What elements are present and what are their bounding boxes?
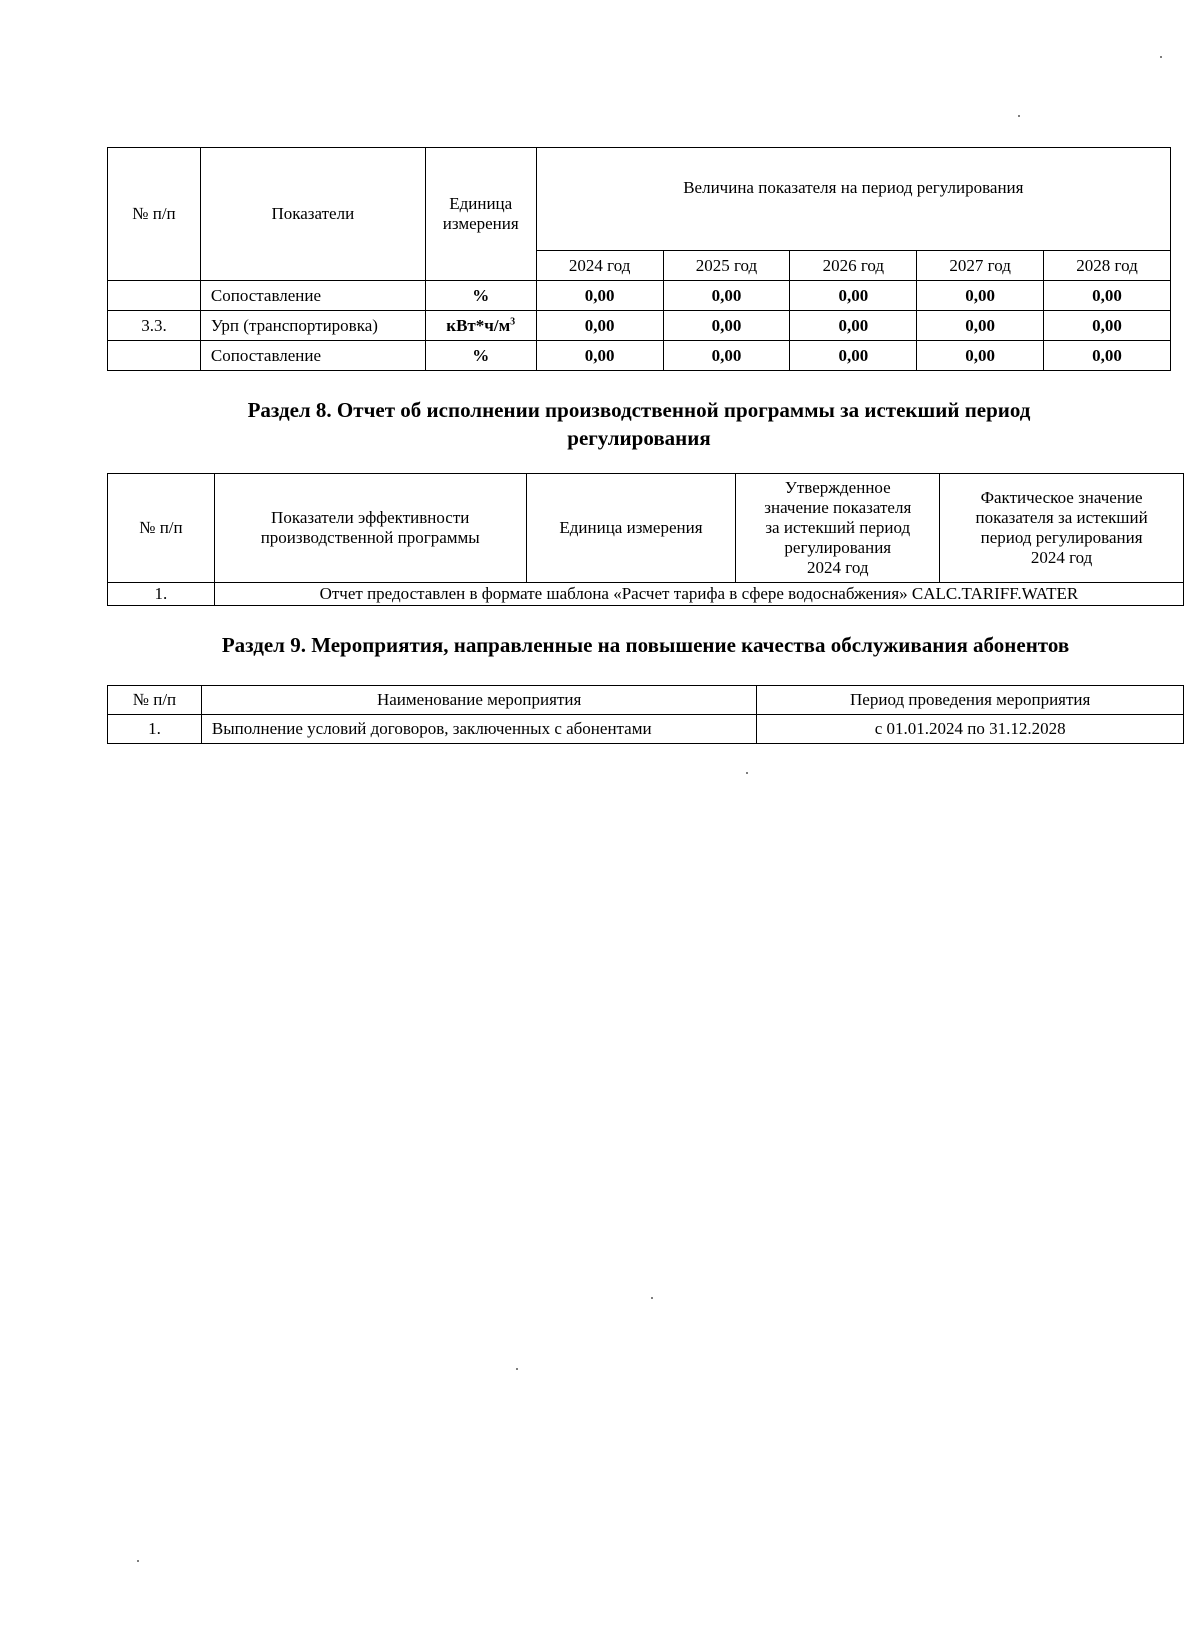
row-value: 0,00 [917,311,1044,341]
row-value: 0,00 [917,281,1044,311]
header-approved-line: 2024 год [807,558,869,577]
row-value: 0,00 [536,311,663,341]
header-actual [940,474,1184,583]
header-approved-line: регулирования [784,538,892,557]
header-approved-line: значение показателя [764,498,912,517]
table-row [108,311,1171,341]
row-unit: % [425,341,536,371]
row-unit-sup: 3 [510,315,516,327]
indicators-table [107,147,1171,371]
row-unit-text: кВт*ч/м [446,315,511,335]
row-value: 0,00 [663,311,790,341]
header-name: Наименование мероприятия [201,686,756,715]
header-period-value: Величина показателя на период регулирования [536,148,1170,251]
section9-table [107,685,1184,744]
header-num: № п/п [108,686,202,715]
row-unit [425,311,536,341]
header-year: 2025 год [663,251,790,281]
header-year: 2024 год [536,251,663,281]
header-year: 2026 год [790,251,917,281]
header-actual-line: показателя за истекший [975,508,1148,527]
header-indicators-line: производственной программы [260,528,480,547]
table-row [108,583,1184,606]
row-num [108,281,201,311]
row-value: 0,00 [790,341,917,371]
table-row [108,341,1171,371]
header-year: 2027 год [917,251,1044,281]
row-value: 0,00 [1044,281,1171,311]
scan-speck [1160,56,1162,58]
scan-speck [746,772,748,774]
row-report-text: Отчет предоставлен в формате шаблона «Расчет тарифа в сфере водоснабжения» CALC.TARIFF.WATER [214,583,1183,606]
row-num: 1. [108,583,215,606]
table-row [108,715,1184,744]
section8-title-line1: Раздел 8. Отчет об исполнении производственной программы за истекший период [247,398,1031,422]
header-approved [736,474,940,583]
header-indicators-line: Показатели эффективности [271,508,470,527]
header-approved-line: за истекший период [765,518,911,537]
table-header-row [108,686,1184,715]
section8-title-line2: регулирования [567,426,711,450]
header-actual-line: 2024 год [1030,548,1093,567]
row-name: Урп (транспортировка) [200,311,425,341]
row-num: 1. [108,715,202,744]
row-value: 0,00 [917,341,1044,371]
row-name: Выполнение условий договоров, заключенных с абонентами [201,715,756,744]
header-actual-line: период регулирования [980,528,1143,547]
section8-table [107,473,1184,606]
row-num: 3.3. [108,311,201,341]
header-num: № п/п [108,474,215,583]
row-value: 0,00 [663,341,790,371]
header-year: 2028 год [1044,251,1171,281]
header-unit: Единица измерения [425,148,536,281]
header-indicators: Показатели [200,148,425,281]
row-value: 0,00 [1044,341,1171,371]
header-num: № п/п [108,148,201,281]
scan-speck [516,1368,518,1370]
header-unit: Единица измерения [526,474,736,583]
scan-speck [137,1560,139,1562]
section8-title [107,396,1171,452]
table-header-row [108,474,1184,583]
section9-title: Раздел 9. Мероприятия, направленные на повышение качества обслуживания абонентов [221,633,1070,657]
row-period: с 01.01.2024 по 31.12.2028 [757,715,1184,744]
row-name: Сопоставление [200,341,425,371]
row-value: 0,00 [790,281,917,311]
scan-speck [1018,115,1020,117]
row-value: 0,00 [1044,311,1171,341]
row-name: Сопоставление [200,281,425,311]
row-unit: % [425,281,536,311]
header-period: Период проведения мероприятия [757,686,1184,715]
table-row [108,281,1171,311]
header-indicators [214,474,526,583]
table-header-row [108,148,1171,251]
row-value: 0,00 [536,281,663,311]
header-approved-line: Утвержденное [784,478,891,497]
row-value: 0,00 [536,341,663,371]
scan-speck [651,1297,653,1299]
row-value: 0,00 [790,311,917,341]
row-num [108,341,201,371]
row-value: 0,00 [663,281,790,311]
header-actual-line: Фактическое значение [980,488,1143,507]
